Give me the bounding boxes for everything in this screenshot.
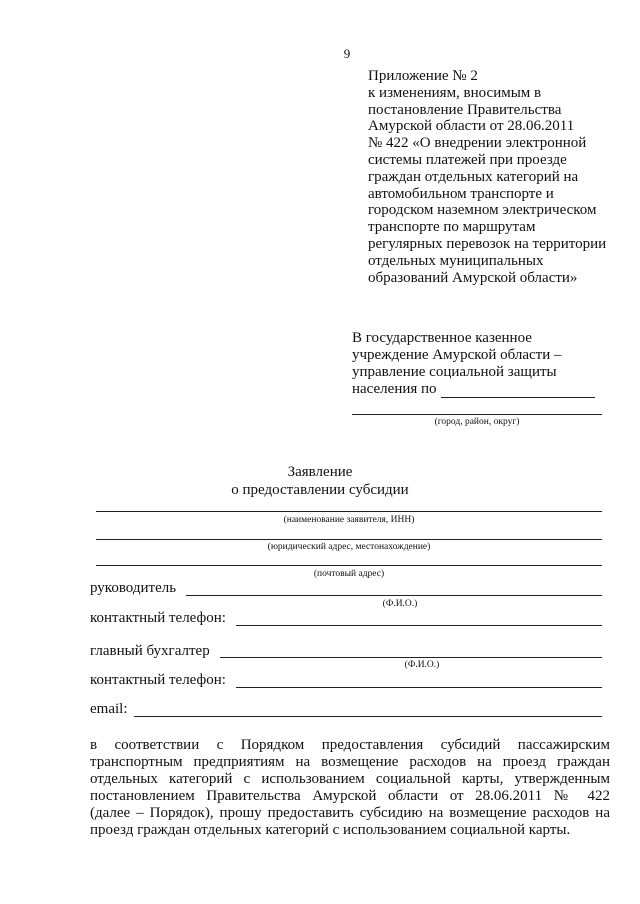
appendix-line: отдельных муниципальных [368,252,544,269]
addressee-line-with-blank [352,381,612,398]
appendix-line: постановление Правительства [368,101,562,118]
district-input-line-2[interactable] [352,414,602,415]
body-line: отдельных категорий с использованием социальной карты, утвержденным [90,771,610,787]
appendix-line: граждан отдельных категорий на [368,168,579,185]
appendix-block [368,68,630,286]
accountant-phone-label: контактный телефон: [90,672,226,688]
accountant-fio-caption: (Ф.И.О.) [404,660,440,670]
appendix-line: № 422 «О внедрении электронной [368,135,587,152]
postal-address-caption: (почтовый адрес) [313,569,385,579]
appendix-line: городском наземном электрическом [368,202,597,219]
addressee-line: учреждение Амурской области – [352,347,562,363]
addressee-line: населения по [352,381,437,397]
appendix-line: Амурской области от 28.06.2011 [368,118,575,135]
district-input-line[interactable] [441,384,595,398]
appendix-line: системы платежей при проезде [368,151,567,168]
postal-address-input-line[interactable] [96,565,602,566]
email-input-line[interactable] [134,716,602,717]
addressee-block [352,330,612,398]
request-body [90,737,610,839]
email-label: email: [90,701,128,717]
director-phone-label: контактный телефон: [90,610,226,626]
page-number: 9 [343,46,351,61]
appendix-line: регулярных перевозок на территории [368,235,607,252]
applicant-input-line[interactable] [96,511,602,512]
body-line: (далее – Порядок), прошу предоставить субсидию на возмещение расходов на [90,805,610,821]
body-line: постановлением Правительства Амурской области от 28.06.2011 № 422 [90,788,610,804]
appendix-line: транспорте по маршрутам [368,219,536,236]
accountant-phone-input-line[interactable] [236,687,602,688]
director-fio-caption: (Ф.И.О.) [382,599,418,609]
addressee-line: В государственное казенное [352,330,532,346]
appendix-line: автомобильном транспорте и [368,185,554,202]
appendix-line: к изменениям, вносимым в [368,84,542,101]
appendix-line: образований Амурской области» [368,269,578,286]
director-input-line[interactable] [186,595,602,596]
accountant-label: главный бухгалтер [90,643,210,659]
document-title: Заявление [287,464,353,480]
legal-address-caption: (юридический адрес, местонахождение) [267,542,431,552]
body-line: транспортным предприятиям на возмещение расходов на проезд граждан [90,754,610,770]
body-line: в соответствии с Порядком предоставления субсидий пассажирским [90,737,610,753]
appendix-line: Приложение № 2 [368,68,478,84]
director-label: руководитель [90,580,177,596]
accountant-input-line[interactable] [220,657,602,658]
district-caption: (город, район, округ) [434,417,520,427]
legal-address-input-line[interactable] [96,539,602,540]
applicant-caption: (наименование заявителя, ИНН) [283,515,415,525]
director-phone-input-line[interactable] [236,625,602,626]
body-line: проезд граждан отдельных категорий с использованием социальной карты. [90,822,571,838]
document-subtitle: о предоставлении субсидии [231,482,409,498]
addressee-line: управление социальной защиты [352,364,557,380]
